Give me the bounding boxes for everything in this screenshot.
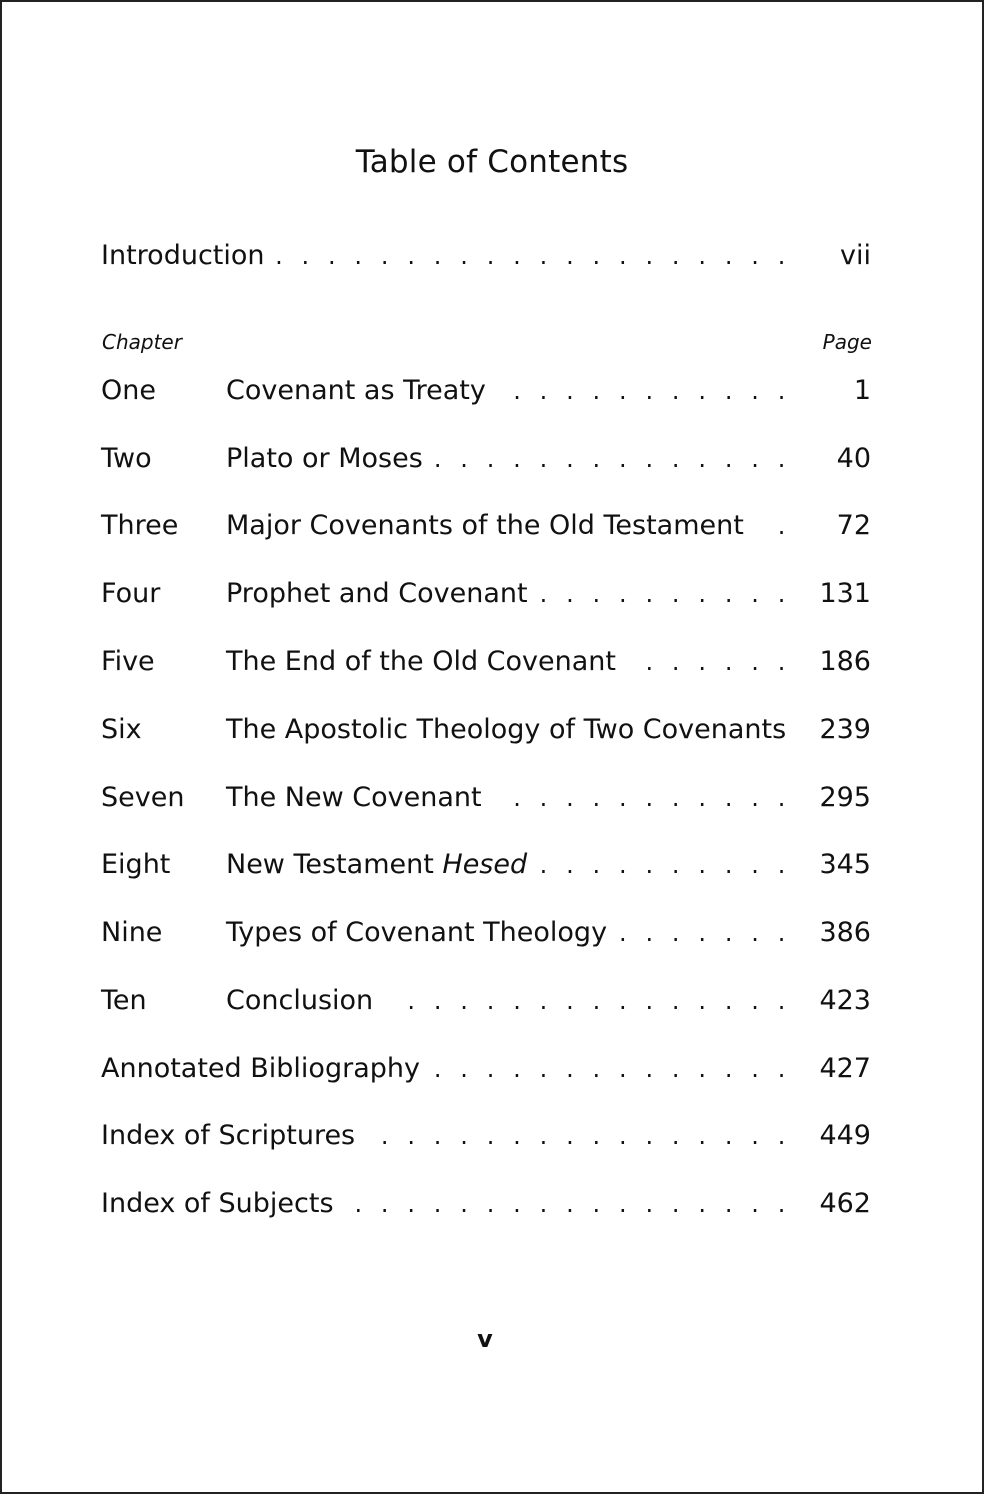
- page-number: 449: [819, 1120, 871, 1151]
- page-column-header: Page: [822, 330, 872, 354]
- chapter-number: Nine: [101, 917, 163, 948]
- dot-leader: . . . . . . . . . . . . . .: [433, 445, 791, 473]
- page-number: vii: [840, 240, 871, 271]
- page-number: 462: [819, 1188, 871, 1219]
- dot-leader: . . . . . . . . . . . . . . . . .: [354, 1190, 791, 1218]
- chapter-title: The End of the Old Covenant: [226, 646, 616, 677]
- page-number: 239: [819, 714, 871, 745]
- toc-entry-chapter[interactable]: [0, 371, 984, 411]
- chapter-title-text: New Testament: [226, 849, 443, 880]
- dot-leader: . . . . . . . . . . .: [513, 377, 791, 405]
- toc-entry-introduction[interactable]: [0, 236, 984, 276]
- page-number: 423: [819, 985, 871, 1016]
- page-number: 131: [819, 578, 871, 609]
- chapter-number: One: [101, 375, 156, 406]
- dot-leader: . . . . . . . . . .: [539, 580, 791, 608]
- toc-entry-index-subjects[interactable]: [0, 1184, 984, 1224]
- toc-entry-index-scriptures[interactable]: [0, 1116, 984, 1156]
- chapter-title: [226, 845, 527, 885]
- toc-entry-chapter[interactable]: [0, 642, 984, 682]
- page-number: 386: [819, 917, 871, 948]
- chapter-number: Four: [101, 578, 161, 609]
- chapter-title: Prophet and Covenant: [226, 578, 528, 609]
- toc-entry-bibliography[interactable]: [0, 1049, 984, 1089]
- chapter-title: The Apostolic Theology of Two Covenants: [226, 714, 787, 745]
- entry-title: Index of Subjects: [101, 1188, 334, 1219]
- toc-entry-chapter[interactable]: [0, 913, 984, 953]
- page-number: 345: [819, 849, 871, 880]
- toc-entry-chapter[interactable]: [0, 710, 984, 750]
- page-number: 40: [836, 443, 871, 474]
- page-number: 1: [853, 375, 871, 406]
- dot-leader: . . . . . .: [645, 648, 791, 676]
- chapter-title: Major Covenants of the Old Testament: [226, 510, 744, 541]
- chapter-number: Eight: [101, 849, 171, 880]
- chapter-column-header: Chapter: [102, 330, 182, 354]
- dot-leader: . . . . . . .: [619, 919, 791, 947]
- chapter-number: Six: [101, 714, 142, 745]
- dot-leader: . . . . . . . . . . .: [513, 784, 791, 812]
- entry-title: Index of Scriptures: [101, 1120, 356, 1151]
- dot-leader: . . . . . . . . . . . . . . . .: [380, 1122, 791, 1150]
- toc-entry-chapter[interactable]: [0, 981, 984, 1021]
- toc-entry-chapter[interactable]: [0, 506, 984, 546]
- chapter-number: Five: [101, 646, 155, 677]
- toc-entry-chapter[interactable]: [0, 439, 984, 479]
- dot-leader: . . . . . . . . . . . . . . .: [407, 987, 791, 1015]
- dot-leader: . . . . . . . . . .: [539, 851, 791, 879]
- page-number: 186: [819, 646, 871, 677]
- chapter-title: The New Covenant: [226, 782, 482, 813]
- page-folio: v: [477, 1325, 493, 1353]
- chapter-title: Conclusion: [226, 985, 374, 1016]
- dot-leader: .: [777, 512, 791, 540]
- chapter-title: Plato or Moses: [226, 443, 423, 474]
- chapter-title-italic: Hesed: [442, 849, 528, 880]
- page-number: 427: [819, 1053, 871, 1084]
- toc-entry-chapter[interactable]: [0, 845, 984, 885]
- dot-leader: . . . . . . . . . . . . . .: [433, 1055, 791, 1083]
- page-number: 295: [819, 782, 871, 813]
- chapter-title: Covenant as Treaty: [226, 375, 486, 406]
- chapter-title: Types of Covenant Theology: [226, 917, 608, 948]
- entry-title: Introduction: [101, 240, 265, 271]
- entry-title: Annotated Bibliography: [101, 1053, 420, 1084]
- chapter-number: Ten: [101, 985, 147, 1016]
- toc-entry-chapter[interactable]: [0, 778, 984, 818]
- page-number: 72: [836, 510, 871, 541]
- toc-entry-chapter[interactable]: [0, 574, 984, 614]
- dot-leader: . . . . . . . . . . . . . . . . . . . .: [275, 242, 791, 270]
- page-title: Table of Contents: [355, 144, 629, 180]
- chapter-number: Three: [101, 510, 179, 541]
- chapter-number: Seven: [101, 782, 185, 813]
- chapter-number: Two: [101, 443, 152, 474]
